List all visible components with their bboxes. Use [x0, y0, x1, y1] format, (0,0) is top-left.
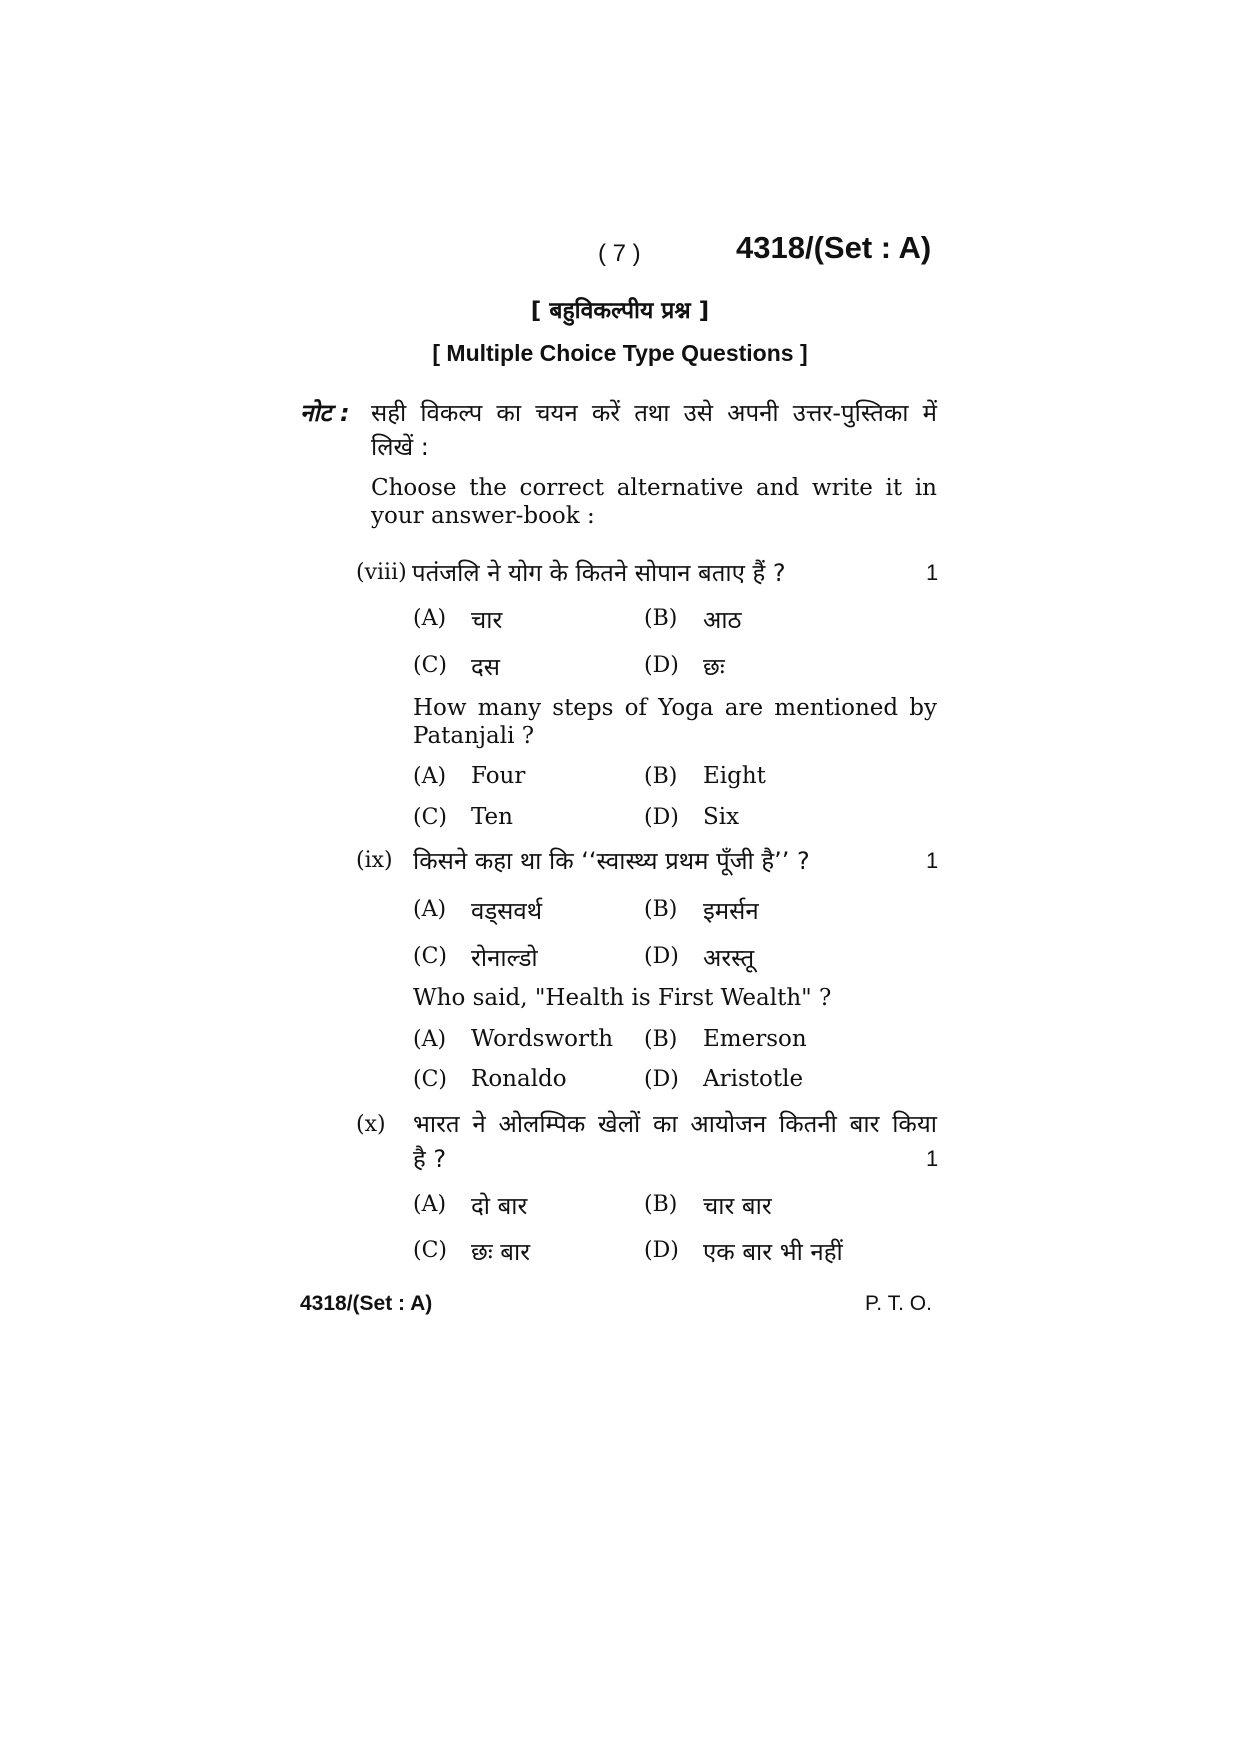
option-text-a: चार — [471, 606, 503, 634]
option-label-a: (A) — [413, 1192, 447, 1217]
question-marks: 1 — [926, 1146, 939, 1171]
question-text-hindi-line2: है ? — [413, 1145, 447, 1173]
option-label-d: (D) — [644, 1067, 679, 1092]
option-label-d: (D) — [644, 805, 679, 830]
option-text-b: Eight — [703, 763, 766, 789]
question-text-english-line2: Patanjali ? — [413, 723, 535, 749]
option-label-d: (D) — [644, 944, 679, 969]
note-english-line1: Choose the correct alternative and write it in — [371, 475, 937, 501]
section-heading-hindi: [ बहुविकल्पीय प्रश्न ] — [530, 298, 710, 324]
question-marks: 1 — [926, 848, 939, 873]
question-number: (viii) — [356, 560, 407, 585]
option-text-b: Emerson — [703, 1026, 807, 1052]
question-number: (x) — [356, 1112, 386, 1137]
option-text-a: Wordsworth — [471, 1026, 614, 1052]
option-text-c: Ten — [471, 804, 513, 830]
question-number: (ix) — [356, 848, 393, 873]
question-text-english-line1: How many steps of Yoga are mentioned by — [413, 695, 937, 721]
option-text-b: चार बार — [703, 1192, 772, 1220]
option-text-b: आठ — [703, 606, 742, 634]
option-text-d: अरस्तू — [703, 944, 755, 972]
question-text-hindi: पतंजलि ने योग के कितने सोपान बताए हैं ? — [412, 559, 786, 587]
paper-code-footer: 4318/(Set : A) — [300, 1292, 433, 1315]
option-label-c: (C) — [413, 1238, 447, 1263]
paper-code-header: 4318/(Set : A) — [736, 230, 932, 265]
option-label-a: (A) — [413, 897, 447, 922]
option-label-c: (C) — [413, 944, 447, 969]
option-label-c: (C) — [413, 805, 447, 830]
question-text-english: Who said, "Health is First Wealth" ? — [413, 985, 832, 1011]
option-label-b: (B) — [644, 606, 678, 631]
option-label-b: (B) — [644, 764, 678, 789]
option-text-d: एक बार भी नहीं — [703, 1238, 843, 1266]
option-text-a: दो बार — [471, 1192, 528, 1220]
option-text-c: छः बार — [471, 1238, 531, 1266]
note-label: नोट : — [300, 399, 350, 427]
pto-label: P. T. O. — [865, 1292, 932, 1315]
note-hindi-line2: लिखें : — [371, 433, 429, 461]
option-label-b: (B) — [644, 1027, 678, 1052]
note-hindi-line1: सही विकल्प का चयन करें तथा उसे अपनी उत्तर-पुस्तिका में — [371, 399, 937, 427]
option-label-d: (D) — [644, 1238, 679, 1263]
question-text-hindi-line1: भारत ने ओलम्पिक खेलों का आयोजन कितनी बार किया — [413, 1110, 937, 1138]
option-label-a: (A) — [413, 764, 447, 789]
option-text-c: Ronaldo — [471, 1066, 567, 1092]
option-label-c: (C) — [413, 1067, 447, 1092]
section-heading-english: [ Multiple Choice Type Questions ] — [432, 340, 808, 366]
option-label-b: (B) — [644, 1192, 678, 1217]
note-english-line2: your answer-book : — [371, 503, 595, 529]
option-text-a: वड्सवर्थ — [471, 897, 543, 925]
page-number: ( 7 ) — [598, 240, 641, 267]
option-text-d: Six — [703, 804, 740, 830]
option-text-d: छः — [703, 653, 725, 681]
option-text-d: Aristotle — [703, 1066, 804, 1092]
option-text-b: इमर्सन — [703, 897, 759, 925]
question-marks: 1 — [926, 560, 939, 585]
question-text-hindi: किसने कहा था कि ‘‘स्वास्थ्य प्रथम पूँजी है’’ ? — [413, 847, 810, 875]
option-text-c: रोनाल्डो — [471, 944, 538, 972]
option-label-d: (D) — [644, 653, 679, 678]
option-label-c: (C) — [413, 653, 447, 678]
option-label-a: (A) — [413, 606, 447, 631]
option-text-c: दस — [471, 653, 500, 681]
option-text-a: Four — [471, 763, 526, 789]
option-label-b: (B) — [644, 897, 678, 922]
option-label-a: (A) — [413, 1027, 447, 1052]
